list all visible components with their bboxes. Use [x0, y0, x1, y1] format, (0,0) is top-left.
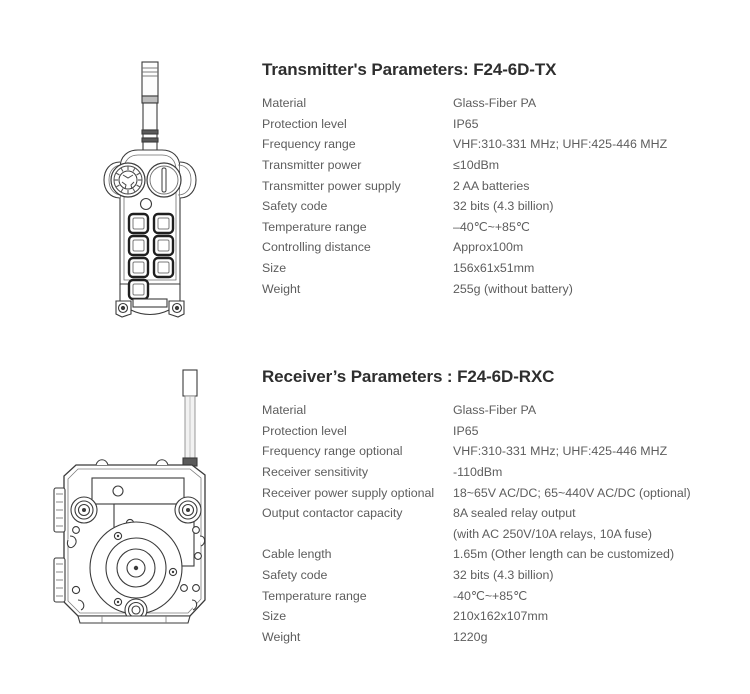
spec-label: Size — [262, 609, 287, 624]
receiver-title: Receiver’s Parameters : F24-6D-RXC — [262, 367, 555, 386]
spec-value: 210x162x107mm — [453, 609, 549, 624]
spec-value: 8A sealed relay output — [453, 506, 576, 521]
spec-value: Glass-Fiber PA — [453, 403, 537, 418]
transmitter-illustration-area — [40, 0, 250, 320]
spec-value: Glass-Fiber PA — [453, 96, 537, 111]
spec-label: Material — [262, 403, 307, 418]
spec-label: Material — [262, 96, 307, 111]
spec-label: Size — [262, 261, 287, 276]
receiver-illustration-area — [40, 350, 250, 670]
spec-row — [262, 134, 742, 155]
spec-value: 18~65V AC/DC; 65~440V AC/DC (optional) — [453, 485, 691, 500]
spec-label: Protection level — [262, 423, 347, 438]
spec-value: ≤10dBm — [453, 158, 500, 173]
spec-row — [262, 462, 742, 483]
spec-label: Cable length — [262, 547, 332, 562]
spec-row — [262, 585, 742, 606]
spec-value: VHF:310-331 MHz; UHF:425-446 MHZ — [453, 444, 668, 459]
spec-value: IP65 — [453, 423, 479, 438]
spec-label: Protection level — [262, 116, 347, 131]
spec-value: 32 bits (4.3 billion) — [453, 199, 554, 214]
spec-label: Weight — [262, 281, 301, 296]
spec-row — [262, 258, 742, 279]
receiver-drawing — [40, 360, 250, 640]
receiver-illustration — [40, 360, 250, 640]
spec-label: Temperature range — [262, 219, 367, 234]
spec-row — [262, 565, 742, 586]
spec-row — [262, 114, 742, 135]
spec-value: Approx100m — [453, 240, 524, 255]
receiver-section — [0, 350, 750, 694]
spec-row — [262, 544, 742, 565]
spec-label: Receiver power supply optional — [262, 485, 435, 500]
spec-value: VHF:310-331 MHz; UHF:425-446 MHZ — [453, 137, 668, 152]
transmitter-drawing — [98, 58, 218, 318]
spec-label: Temperature range — [262, 588, 367, 603]
spec-value: IP65 — [453, 116, 479, 131]
spec-label: Transmitter power — [262, 158, 362, 173]
spec-label: Safety code — [262, 199, 328, 214]
spec-label: Safety code — [262, 568, 328, 583]
spec-label: Receiver sensitivity — [262, 465, 369, 480]
spec-label: Transmitter power supply — [262, 178, 401, 193]
spec-label: Frequency range — [262, 137, 356, 152]
spec-row — [262, 155, 742, 176]
spec-value: 1.65m (Other length can be customized) — [453, 547, 675, 562]
receiver-spec-block — [262, 367, 742, 647]
spec-value: 1220g — [453, 629, 488, 644]
receiver-spec-table — [262, 400, 742, 647]
spec-row — [262, 421, 742, 442]
spec-row — [262, 400, 742, 421]
spec-value: 255g (without battery) — [453, 281, 573, 296]
spec-row — [262, 482, 742, 503]
spec-row — [262, 217, 742, 238]
spec-row — [262, 627, 742, 648]
spec-label: Frequency range optional — [262, 444, 403, 459]
spec-label: Weight — [262, 629, 301, 644]
spec-row — [262, 237, 742, 258]
spec-row — [262, 503, 742, 524]
transmitter-title: Transmitter's Parameters: F24-6D-TX — [262, 60, 557, 79]
spec-value: (with AC 250V/10A relays, 10A fuse) — [453, 526, 653, 541]
spec-label: Output contactor capacity — [262, 506, 403, 521]
spec-value: 32 bits (4.3 billion) — [453, 568, 554, 583]
spec-row — [262, 606, 742, 627]
spec-value: 2 AA batteries — [453, 178, 530, 193]
spec-value: -110dBm — [453, 465, 503, 480]
spec-row — [262, 93, 742, 114]
spec-row — [262, 441, 742, 462]
spec-row — [262, 196, 742, 217]
transmitter-spec-table — [262, 93, 742, 299]
spec-value: –40℃~+85℃ — [453, 220, 530, 235]
spec-row — [262, 524, 742, 545]
spec-row — [262, 278, 742, 299]
spec-value: 156x61x51mm — [453, 261, 535, 276]
spec-row — [262, 175, 742, 196]
spec-label — [262, 524, 453, 545]
spec-value: -40℃~+85℃ — [453, 589, 527, 604]
transmitter-illustration — [98, 58, 218, 318]
spec-label: Controlling distance — [262, 240, 371, 255]
transmitter-spec-block — [262, 60, 742, 299]
